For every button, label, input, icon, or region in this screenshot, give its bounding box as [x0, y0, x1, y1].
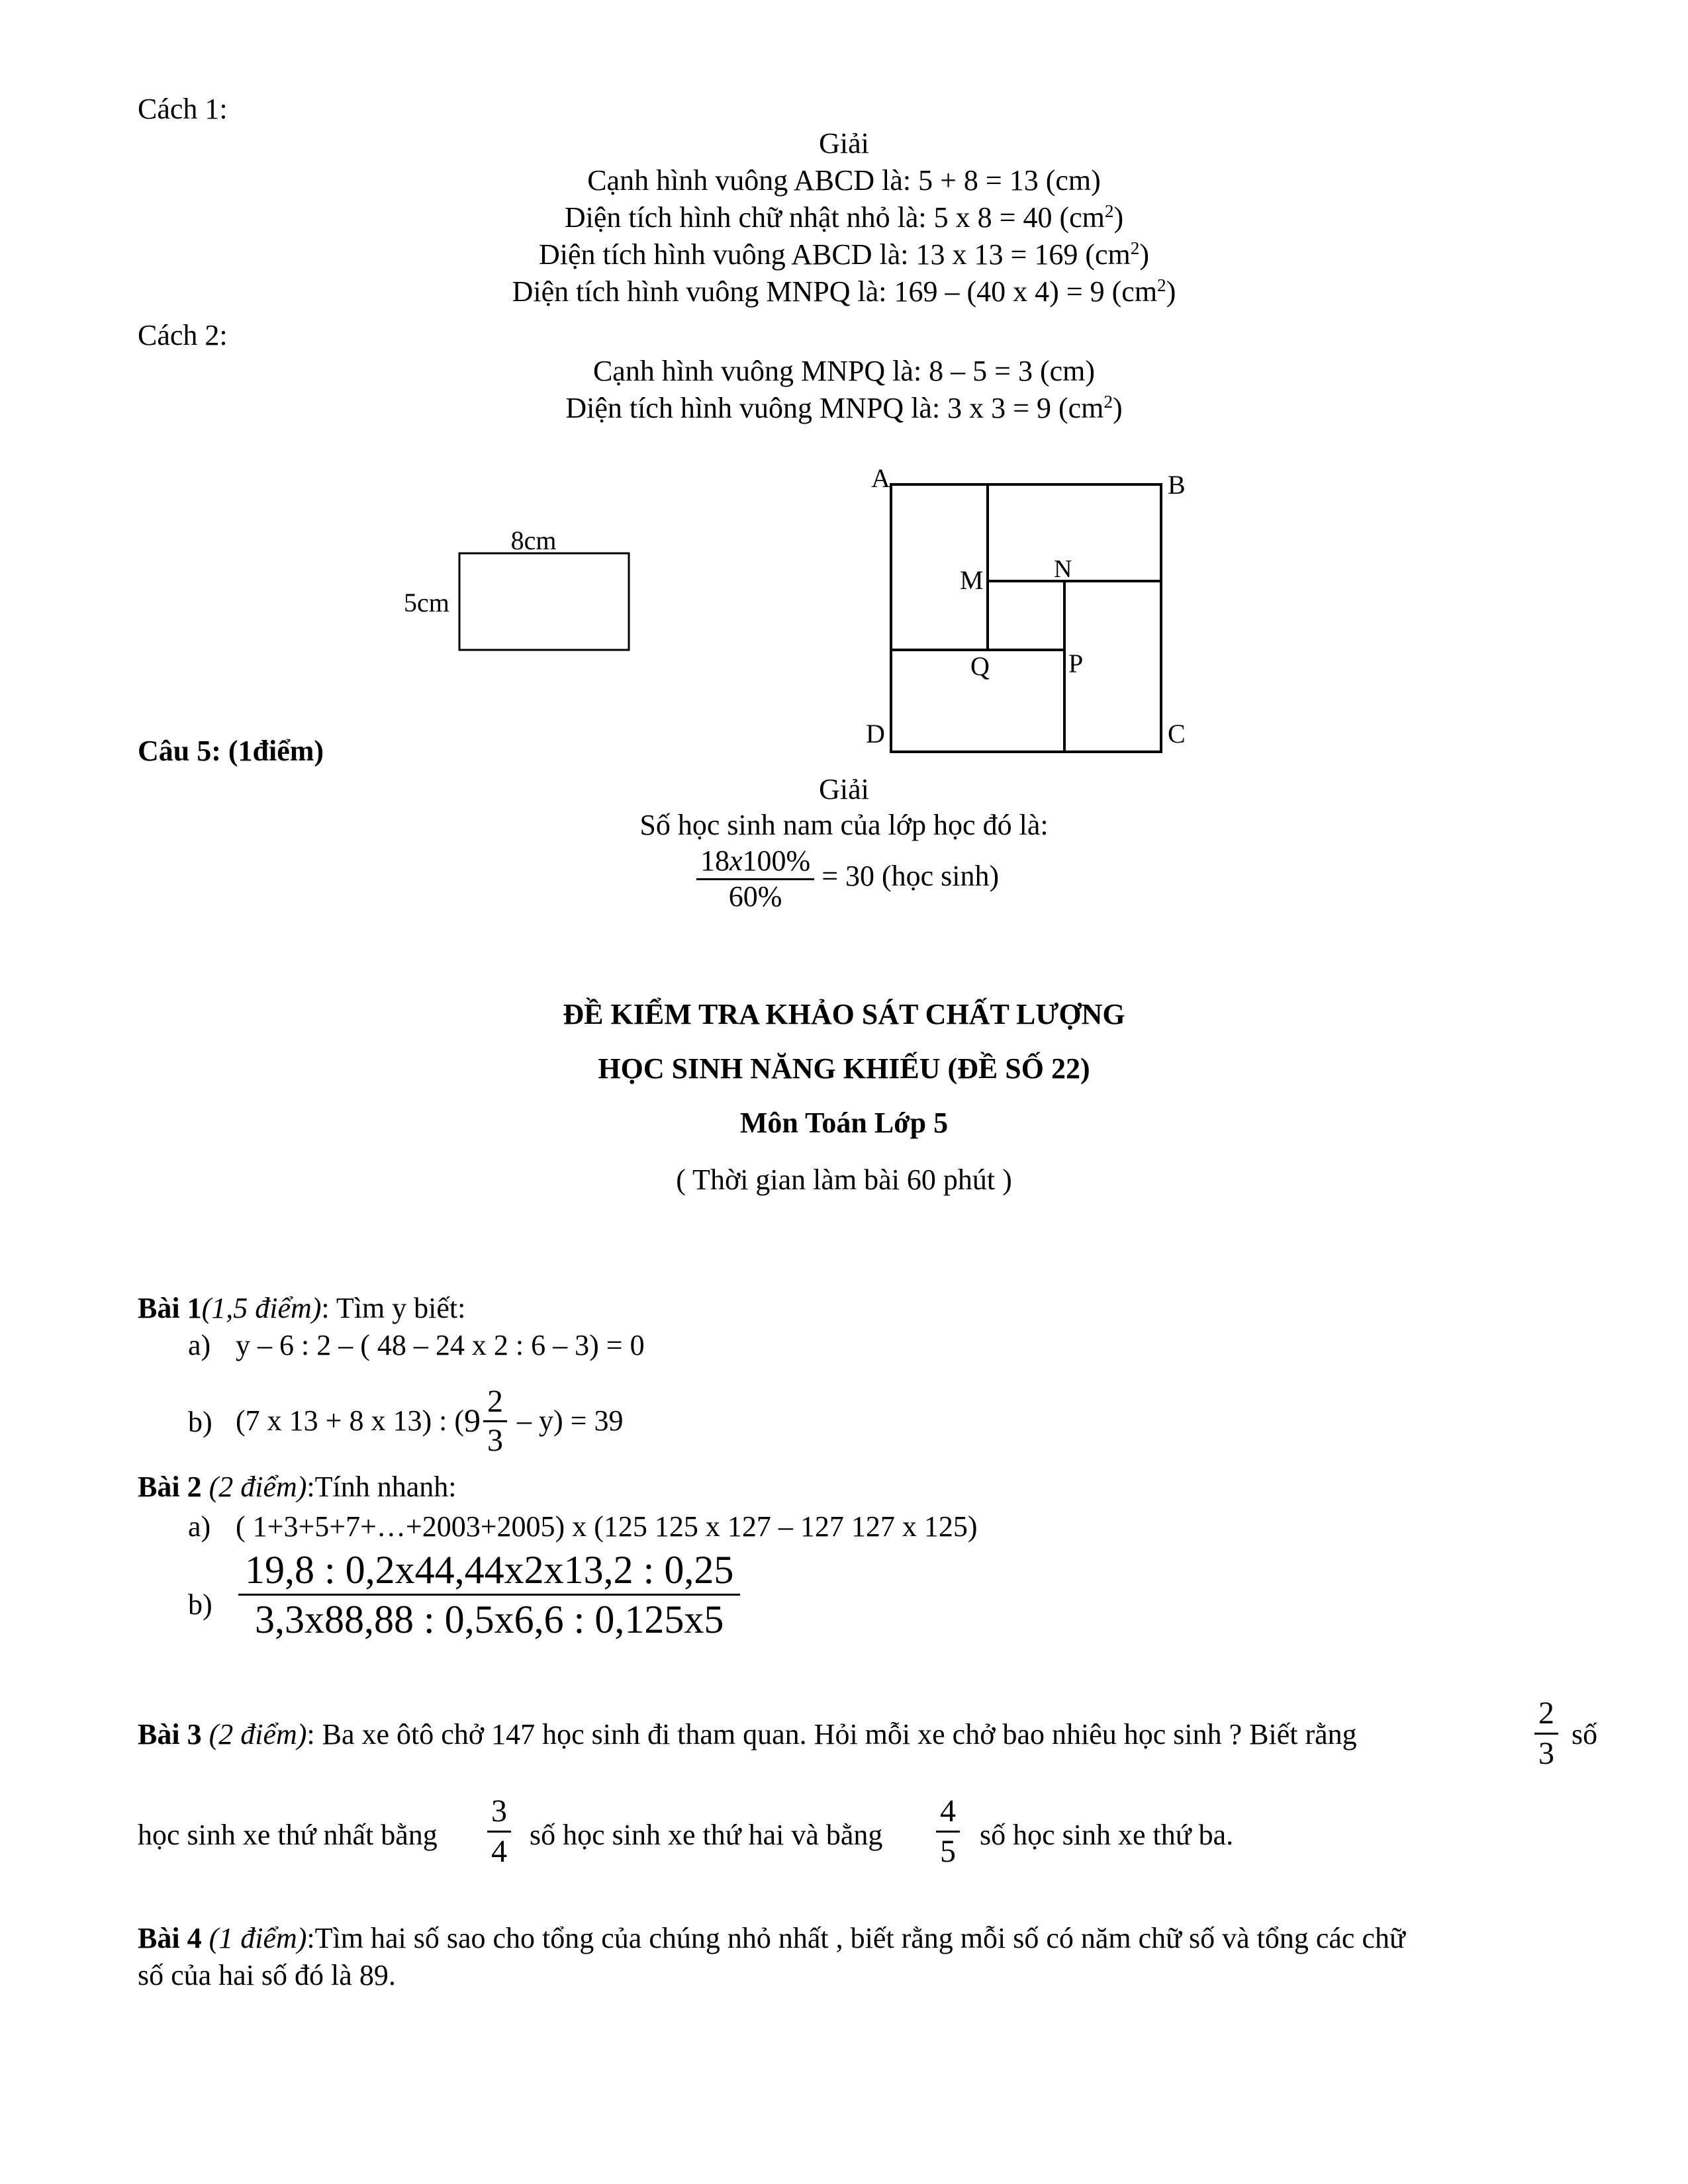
method2-line-1: Cạnh hình vuông MNPQ là: 8 – 5 = 3 (cm)	[592, 355, 1096, 387]
label-M: M	[960, 565, 984, 595]
label-P: P	[1068, 649, 1084, 678]
rectangle-figure	[391, 523, 655, 668]
bai3-line-1: Bài 3 (2 điểm): Ba xe ôtô chở 147 học sinh đi tham quan. Hỏi mỗi xe chở bao nhiêu học sinh ? Biết rằng	[138, 1718, 1357, 1751]
bai2-heading: Bài 2 (2 điểm):Tính nhanh:	[138, 1471, 457, 1503]
bai3-line-2b: số học sinh xe thứ hai và bằng	[530, 1819, 883, 1851]
bai3-line-1-end: số	[1571, 1718, 1598, 1751]
width-label: 8cm	[510, 525, 557, 555]
label-C: C	[1168, 719, 1186, 749]
exam-title-2: HỌC SINH NĂNG KHIẾU (ĐỀ SỐ 22)	[598, 1052, 1090, 1085]
exam-subject: Môn Toán Lớp 5	[739, 1107, 949, 1139]
bai1-b-fraction: $\frac{2}{3}$	[483, 1383, 507, 1458]
bai1-a: y – 6 : 2 – ( 48 – 24 x 2 : 6 – 3) = 0	[236, 1329, 645, 1361]
label-A: A	[871, 463, 890, 493]
bai2-a: ( 1+3+5+7+…+2003+2005) x (125 125 x 127 – 127 127 x 125)	[236, 1510, 978, 1543]
bai3-fraction-3: $\frac{4}{5}$	[936, 1792, 960, 1870]
question5-heading: Giải	[819, 773, 869, 805]
bai3-line-2a: học sinh xe thứ nhất bằng	[138, 1819, 438, 1851]
bai3-line-2c: số học sinh xe thứ ba.	[980, 1819, 1234, 1851]
question5-formula	[696, 844, 999, 913]
bai1-a-label: a)	[188, 1329, 211, 1361]
bai4-line-1: Bài 4 (1 điểm):Tìm hai số sao cho tổng của chúng nhỏ nhất , biết rằng mỗi số có năm chữ số và tổng các chữ	[138, 1922, 1405, 1954]
bai3-fraction-1: $\frac{2}{3}$	[1534, 1694, 1558, 1772]
bai1-b: (7 x 13 + 8 x 13) : ( 9 $\frac{2}{3}$ – y) = 39	[236, 1384, 624, 1458]
bai2-a-label: a)	[188, 1510, 211, 1543]
label-N: N	[1054, 555, 1072, 583]
height-label: 5cm	[404, 588, 449, 617]
bai1-b-label: b)	[188, 1406, 212, 1438]
exam-time: ( Thời gian làm bài 60 phút )	[676, 1163, 1012, 1196]
square-abcd	[891, 484, 1161, 752]
method1-line-3: Diện tích hình vuông ABCD là: 13 x 13 = 169 $(cm^2)$	[538, 238, 1150, 271]
square-figure	[847, 457, 1218, 761]
bai2-b-fraction: $\frac{19,8 : 0,2x44,44x2x13,2 : 0,25}{3,3x88,88 : 0,5x6,6 : 0,125x5}$	[238, 1546, 740, 1643]
method2-line-2: Diện tích hình vuông MNPQ là: 3 x 3 = 9 $(cm^2)$	[565, 392, 1123, 424]
method1-label: Cách 1:	[138, 93, 228, 125]
method1-heading: Giải	[819, 127, 869, 159]
question5-label: Câu 5: (1điểm)	[138, 735, 324, 767]
method2-label: Cách 2:	[138, 319, 228, 351]
question5-line: Số học sinh nam của lớp học đó là:	[639, 809, 1049, 841]
small-rectangle	[459, 553, 629, 650]
question5-fraction: $\frac{18x100\%}{60\%}$	[696, 844, 814, 913]
bai1-heading: Bài 1(1,5 điểm): Tìm y biết:	[138, 1292, 466, 1324]
method1-line-1: Cạnh hình vuông ABCD là: 5 + 8 = 13 (cm)	[587, 164, 1101, 197]
question5-result: = 30 (học sinh)	[821, 860, 1000, 893]
bai2-b-label: b)	[188, 1588, 212, 1621]
label-D: D	[866, 719, 885, 749]
bai4-line-2: số của hai số đó là 89.	[138, 1959, 396, 1991]
method1-line-4: Diện tích hình vuông MNPQ là: 169 – (40 x 4) = 9 $(cm^2)$	[512, 275, 1176, 308]
label-Q: Q	[970, 651, 990, 681]
method1-line-2: Diện tích hình chữ nhật nhỏ là: 5 x 8 = 40 $(cm^2)$	[564, 201, 1124, 234]
bai3-fraction-2: $\frac{3}{4}$	[487, 1792, 511, 1870]
exam-title-1: ĐỀ KIỂM TRA KHẢO SÁT CHẤT LƯỢNG	[563, 998, 1125, 1030]
label-B: B	[1168, 470, 1186, 500]
